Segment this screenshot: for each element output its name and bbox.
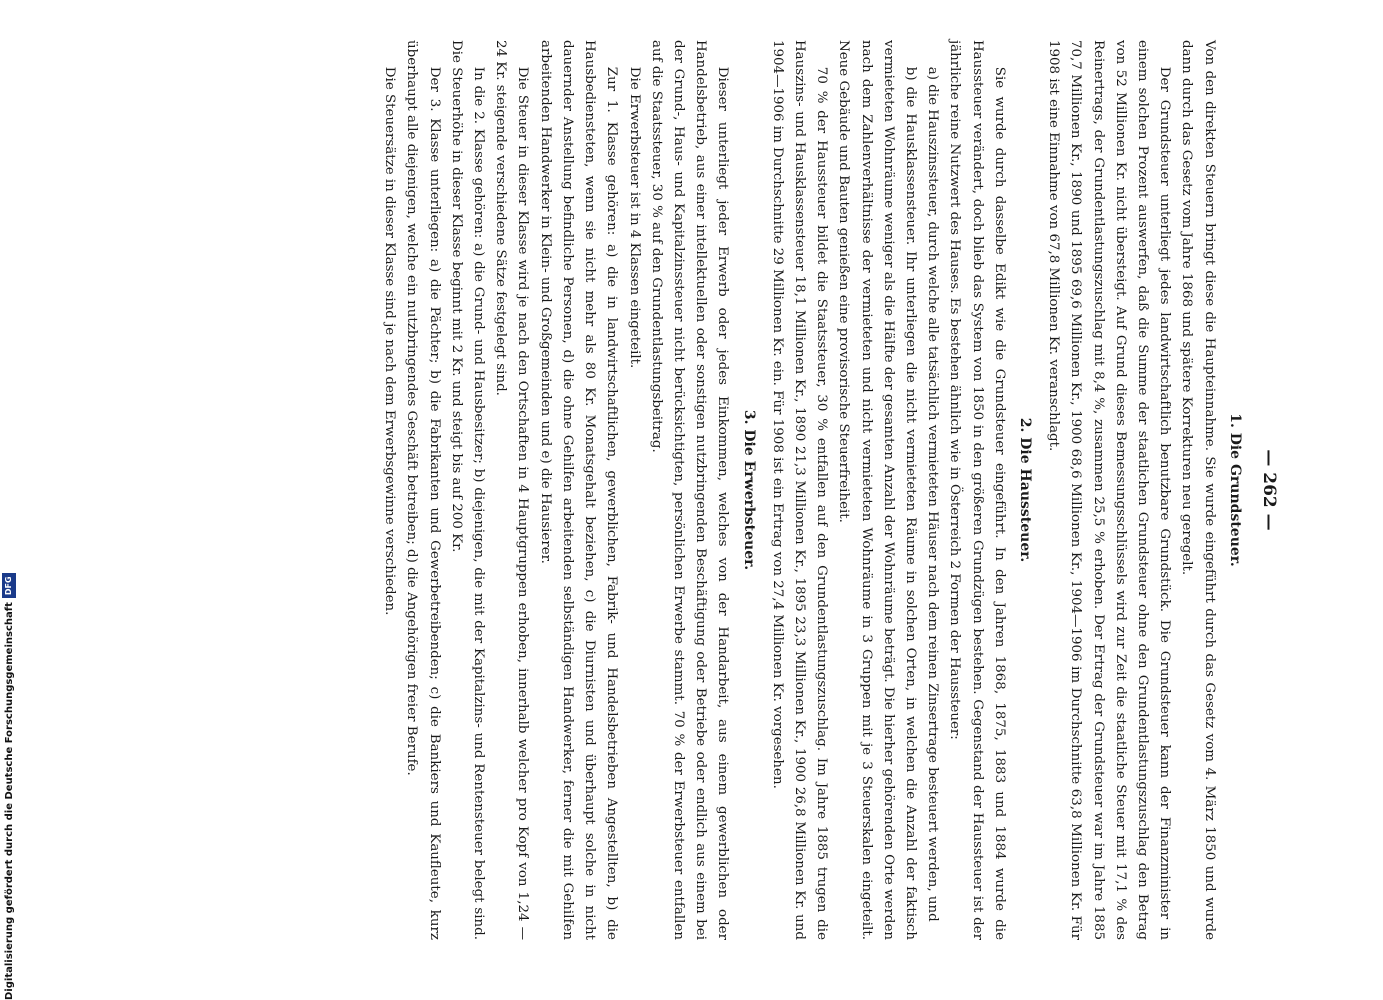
- paragraph: Dieser unterliegt jeder Erwerb oder jedes Einkommen, welches von der Handarbeit, aus einem gewerblichen oder Handelsbetrieb, aus einer intellektuellen oder sonstigen nutzbringenden Beschäftigung oder Betriebe oder endlich aus einem bei der Grund-, Haus- und Kapitalzinssteuer nicht berücksichtigten, persönlichen Erwerbe stammt. 70 % der Erwerbsteuer entfallen auf die Staatssteuer, 30 % auf den Grundentlastungsbeitrag.: [648, 40, 731, 940]
- section-heading: 3. Die Erwerbsteuer.: [740, 409, 757, 571]
- paragraph: a) die Hauszinssteuer, durch welche alle tatsächlich vermieteten Häuser nach dem reinen Zinsertrage besteuert werden, und: [925, 66, 941, 922]
- funding-footer: [2, 573, 16, 1000]
- section-haussteuer: [766, 40, 1036, 940]
- footer-text: Digitalisierung gefördert durch die Deutsche Forschungsgemeinschaft: [3, 602, 15, 1000]
- section-heading: 1. Die Grundsteuer.: [1226, 413, 1243, 567]
- paragraph: Der 3. Klasse unterliegen: a) die Pächter; b) die Fabrikanten und Gewerbetreibenden; c) die Bankiers und Kaufleute, kurz überhaupt alle diejenigen, welche ein nutzbringendes Geschäft betreiben; d) die Angehörigen freier Berufe.: [404, 40, 442, 940]
- dfg-logo-icon: DFG: [2, 573, 16, 598]
- paragraph: In die 2. Klasse gehören: a) die Grund- und Hausbesitzer; b) diejenigen, die mit der Kapitalzins- und Rentensteuer belegt sind. Die Steuerhöhe in dieser Klasse beginnt mit 2 Kr. und steigt bis auf 200 Kr.: [448, 40, 487, 940]
- paragraph: 70 % der Haussteuer bildet die Staatssteuer, 30 % entfallen auf den Grundentlastungszuschlag. Im Jahre 1885 trugen die Hauszins- und Hausklassensteuer 18,1 Millionen Kr., 1890 21,3 Millionen Kr., 1895 23,3 Millionen Kr., 1900 26,8 Millionen Kr. und 1904—1906 im Durchschnitte 29 Millionen Kr. ein. Für 1908 ist ein Ertrag von 27,4 Millionen Kr. vorgesehen.: [769, 40, 830, 940]
- paragraph: Sie wurde durch dasselbe Edikt wie die Grundsteuer eingeführt. In den Jahren 1868, 1875, 1883 und 1884 wurde die Haussteuer verändert, doch blieb das System von 1850 in den größeren Grundzügen bestehen. Gegenstand der Haussteuer ist der jährliche reine Nutzwert des Hauses. Es bestehen ähnlich wie in Österreich 2 Formen der Haussteuer:: [947, 40, 1007, 940]
- paragraph: Die Steuersätze in dieser Klasse sind je nach dem Erwerbsgewinne verschieden.: [382, 66, 398, 616]
- section-grundsteuer: [1042, 40, 1246, 940]
- paragraph: Der Grundsteuer unterliegt jedes landwirtschaftlich benutzbare Grundstück. Die Grundsteuer kann der Finanzminister in einem solchen Prozent auswerfen, daß die Summe der staatlichen Grundsteuer ohne den Grundentlastungszuschlag den Betrag von 52 Millionen Kr. nicht übersteigt. Auf Grund dieses Bemessungsschlüssels wird zur Zeit die staatliche Steuer mit 17,1 % des Reinertrags, der Grundentlastungszuschlag mit 8,4 %, zusammen 25,5 % erhoben. Der Ertrag der Grundsteuer war im Jahre 1885 70,7 Millionen Kr., 1890 und 1895 69,6 Millionen Kr., 1900 68,6 Millionen Kr., 1904—1906 im Durchschnitte 63,8 Millionen Kr. Für 1908 ist eine Einnahme von 67,8 Millionen Kr. veranschlagt.: [1046, 40, 1173, 940]
- paragraph: Von den direkten Steuern bringt diese die Haupteinnahme. Sie wurde eingeführt durch das Gesetz vom 4. März 1850 und wurde dann durch das Gesetz vom Jahre 1868 und spätere Korrekturen neu geregelt.: [1179, 40, 1217, 940]
- document-page: [200, 40, 1280, 940]
- section-heading: 2. Die Haussteuer.: [1016, 417, 1033, 563]
- section-erwerbsteuer: [378, 40, 759, 940]
- paragraph: Die Steuer in dieser Klasse wird je nach den Ortschaften in 4 Hauptgruppen erhoben, innerhalb welcher pro Kopf von 1,24 — 24 Kr. steigende verschiedene Sätze festgelegt sind.: [493, 40, 531, 940]
- paragraph: b) die Hausklassensteuer. Ihr unterliegen die nicht vermieteten Räume in solchen Orten, in welchen die Anzahl der faktisch vermieteten Wohnräume weniger als die Hälfte der gesamten Anzahl der Wohnräume beträgt. Die hierher gehörenden Orte werden nach dem Zahlenverhältnisse der vermieteten und nicht vermieteten Wohnräume in 3 Gruppen mit je 3 Steuerskalen eingeteilt. Neue Gebäude und Bauten genießen eine provisorische Steuerfreiheit.: [836, 40, 918, 940]
- page-number: — 262 —: [1259, 449, 1279, 531]
- paragraph: Zur 1. Klasse gehören: a) die in landwirtschaftlichen, gewerblichen, Fabrik- und Handelsbetrieben Angestellten, b) die Hausbediensteten, wenn sie nicht mehr als 80 Kr. Monatsgehalt beziehen, c) die Diurnisten und überhaupt solche in nicht dauernder Anstellung befindliche Personen, d) die ohne Gehilfen arbeitenden selbständigen Handwerker, ferner die mit Gehilfen arbeitenden Handwerker in Klein- und Großgemeinden und e) die Hausierer.: [537, 40, 620, 940]
- paragraph: Die Erwerbsteuer ist in 4 Klassen eingeteilt.: [626, 66, 642, 369]
